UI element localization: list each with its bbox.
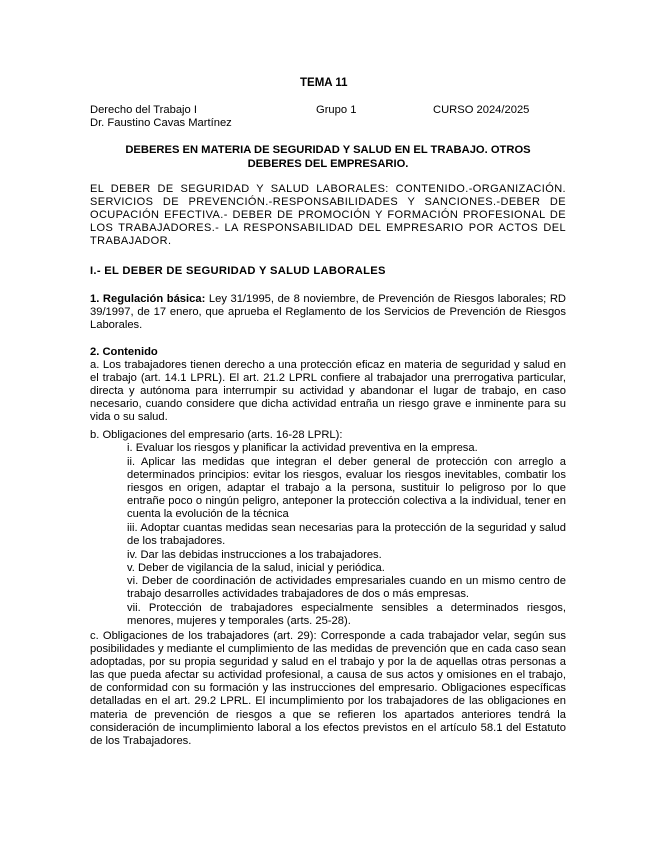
course-year: CURSO 2024/2025 — [433, 104, 530, 116]
regulation-text: Ley 31/1995, de 8 noviembre, de Prevención de Riesgos laborales; RD 39/1997, de 17 enero, que aprueba el Reglamento de los Servicios de Prevención de Riesgos Laborales. — [90, 293, 566, 332]
subject-name: Derecho del Trabajo I — [90, 104, 197, 116]
paragraph-a: a. Los trabajadores tienen derecho a una protección eficaz en materia de seguridad y salud en el trabajo (art. 14.1 LPRL). El art. 21.2 LPRL confiere al trabajador una prerrogativa particular, directa y autónoma para interrumpir su actividad y abandonar el lugar de trabajo, en caso necesario, cuando considere que dicha actividad entraña un riesgo grave e inminente para su vida o su salud. — [90, 359, 566, 424]
summary-paragraph: EL DEBER DE SEGURIDAD Y SALUD LABORALES: CONTENIDO.-ORGANIZACIÓN. SERVICIOS DE PREVENCIÓN.-RESPONSABILIDADES Y SANCIONES.-DEBER DE OCUPACIÓN EFECTIVA.- DEBER DE PROMOCIÓN Y FORMACIÓN PROFESIONAL DE LOS TRABAJADORES.- LA RESPONSABILIDAD DEL EMPRESARIO POR ACTOS DEL TRABAJADOR. — [90, 183, 566, 248]
main-title: DEBERES EN MATERIA DE SEGURIDAD Y SALUD EN EL TRABAJO. OTROS DEBERES DEL EMPRESARIO. — [125, 144, 531, 170]
regulation-label: 1. Regulación básica: — [90, 293, 206, 305]
list-item: iv. Dar las debidas instrucciones a los trabajadores. — [127, 549, 382, 561]
group-name: Grupo 1 — [316, 104, 357, 116]
author-name: Dr. Faustino Cavas Martínez — [90, 117, 232, 129]
tema-number: TEMA 11 — [300, 77, 348, 89]
paragraph-c: c. Obligaciones de los trabajadores (art. 29): Corresponde a cada trabajador velar, según sus posibilidades y mediante el cumplimiento de las medidas de prevención que en cada caso sean adoptadas, por su propia seguridad y salud en el trabajo y por la de aquellas otras personas a las que pueda afectar su actividad profesional, a causa de sus actos y omisiones en el trabajo, de conformidad con su formación y las instrucciones del empresario. Obligaciones específicas detalladas en el art. 29.2 LPRL. El incumplimiento por los trabajadores de las obligaciones en materia de prevención de riesgos a que se refieren los apartados anteriores tendrá la consideración de incumplimiento laboral a los efectos previstos en el artículo 58.1 del Estatuto de los Trabajadores. — [90, 630, 566, 747]
list-item: ii. Aplicar las medidas que integran el deber general de protección con arreglo a determinados principios: evitar los riesgos, evaluar los riesgos inevitables, combatir los riesgos en origen, adaptar el trabajo a la persona, sustituir lo peligroso por lo que entrañe poco o ningún peligro, anteponer la protección colectiva a la individual, tener en cuenta la evolución de la técnica — [127, 456, 566, 521]
list-item: i. Evaluar los riesgos y planificar la actividad preventiva en la empresa. — [127, 442, 478, 454]
contenido-heading: 2. Contenido — [90, 346, 158, 358]
regulation-paragraph — [90, 293, 566, 332]
list-item: vi. Deber de coordinación de actividades empresariales cuando en un mismo centro de trabajo desarrolles actividades trabajadores de dos o más empresas. — [127, 575, 566, 601]
paragraph-b: b. Obligaciones del empresario (arts. 16-28 LPRL): — [90, 429, 343, 441]
list-item: vii. Protección de trabajadores especialmente sensibles a determinados riesgos, menores, mujeres y temporales (arts. 25-28). — [127, 602, 566, 628]
list-item: v. Deber de vigilancia de la salud, inicial y periódica. — [127, 562, 385, 574]
list-item: iii. Adoptar cuantas medidas sean necesarias para la protección de la seguridad y salud de los trabajadores. — [127, 522, 566, 548]
section-heading: I.- EL DEBER DE SEGURIDAD Y SALUD LABORALES — [90, 265, 386, 277]
